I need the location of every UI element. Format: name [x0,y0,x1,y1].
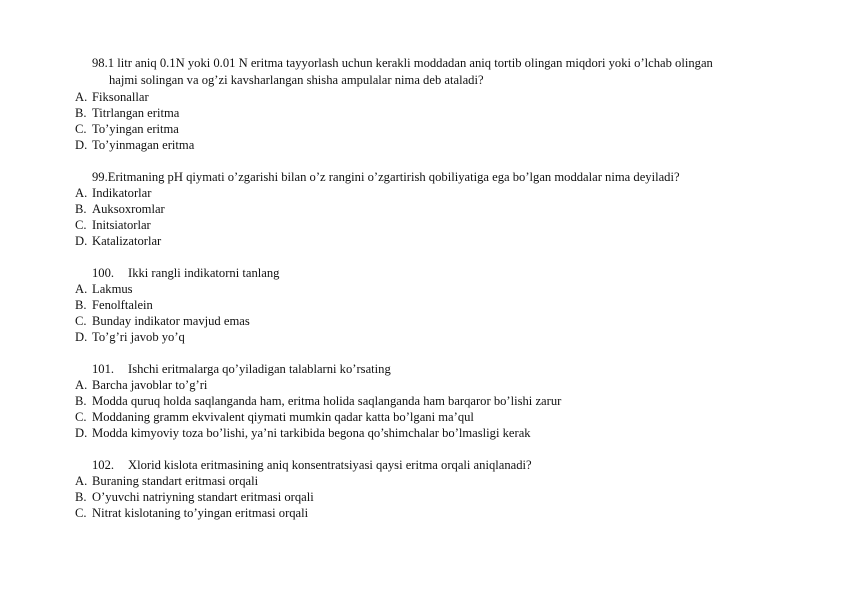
option-letter: D. [75,138,88,152]
option-text: Fiksonallar [92,90,149,104]
option-text: Modda kimyoviy toza bo’lishi, ya’ni tarkibida begona qo’shimchalar bo’lmasligi kerak [92,426,531,440]
option-letter: D. [75,234,88,248]
option-letter: B. [75,490,87,504]
question-101-text: Ishchi eritmalarga qo’yiladigan talablarni ko’rsating [128,362,391,376]
question-100-option-c [75,313,250,329]
question-100-option-d [75,329,185,345]
question-100-option-a [75,281,133,297]
option-text: To’yinmagan eritma [92,138,195,152]
question-98-line-2: hajmi solingan va og’zi kavsharlangan shisha ampulalar nima deb ataladi? [109,73,484,87]
option-text: Auksoxromlar [92,202,165,216]
question-102-text: Xlorid kislota eritmasining aniq konsentratsiyasi qaysi eritma orqali aniqlanadi? [128,458,532,472]
option-letter: A. [75,186,88,200]
option-text: Moddaning gramm ekvivalent qiymati mumkin qadar katta bo’lgani ma’qul [92,410,474,424]
question-102-option-a [75,473,258,489]
option-text: Katalizatorlar [92,234,162,248]
question-98-text: 1 litr aniq 0.1N yoki 0.01 N eritma tayyorlash uchun kerakli moddadan aniq tortib olingan miqdori yoki o’lchab olingan [107,56,713,70]
option-text: Barcha javoblar to’g’ri [92,378,208,392]
option-text: Initsiatorlar [92,218,151,232]
question-100-option-b [75,297,153,313]
option-text: Nitrat kislotaning to’yingan eritmasi orqali [92,506,309,520]
option-letter: C. [75,218,87,232]
question-99-line-1 [92,169,680,185]
option-letter: C. [75,314,87,328]
question-100-number: 100. [92,266,115,280]
option-text: Indikatorlar [92,186,152,200]
question-101-option-b [75,393,561,409]
option-letter: B. [75,202,87,216]
option-letter: A. [75,474,88,488]
option-letter: C. [75,506,87,520]
option-text: Modda quruq holda saqlanganda ham, eritma holida saqlanganda ham barqaror bo’lishi zarur [92,394,562,408]
option-letter: A. [75,378,88,392]
question-98-option-a [75,89,149,105]
question-102-option-c [75,505,308,521]
option-letter: C. [75,410,87,424]
question-99-option-d [75,233,161,249]
question-98-number: 98. [92,56,108,70]
option-letter: C. [75,122,87,136]
option-text: Bunday indikator mavjud emas [92,314,250,328]
option-letter: B. [75,394,87,408]
question-101-option-d [75,425,531,441]
option-text: To’g’ri javob yo’q [92,330,185,344]
option-letter: A. [75,90,88,104]
question-102-option-b [75,489,314,505]
option-letter: D. [75,330,88,344]
question-99-number: 99. [92,170,108,184]
question-101-option-a [75,377,207,393]
question-98-option-c [75,121,179,137]
option-text: O’yuvchi natriyning standart eritmasi orqali [92,490,314,504]
question-101-line-1 [92,361,391,377]
question-101-number: 101. [92,362,115,376]
question-98-option-b [75,105,179,121]
question-99-text: Eritmaning pH qiymati o’zgarishi bilan o’z rangini o’zgartirish qobiliyatiga ega bo’lgan moddalar nima deyiladi? [107,170,680,184]
option-letter: B. [75,298,87,312]
question-102-number: 102. [92,458,115,472]
option-text: Lakmus [92,282,133,296]
question-102-line-1 [92,457,532,473]
question-98-line-1 [92,55,713,71]
question-100-line-1 [92,265,279,281]
option-letter: D. [75,426,88,440]
question-100-text: Ikki rangli indikatorni tanlang [128,266,280,280]
question-99-option-c [75,217,151,233]
option-letter: B. [75,106,87,120]
option-text: Fenolftalein [92,298,153,312]
question-98-option-d [75,137,194,153]
option-letter: A. [75,282,88,296]
question-101-option-c [75,409,474,425]
option-text: To’yingan eritma [92,122,179,136]
question-99-option-b [75,201,165,217]
option-text: Buraning standart eritmasi orqali [92,474,259,488]
option-text: Titrlangan eritma [92,106,180,120]
question-99-option-a [75,185,151,201]
